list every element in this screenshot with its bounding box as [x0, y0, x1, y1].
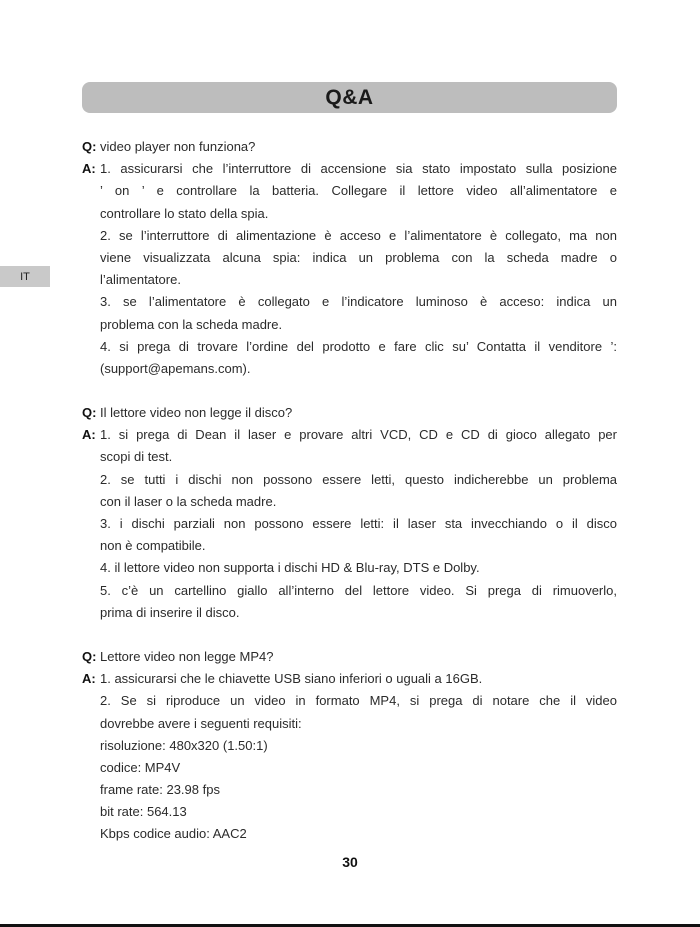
- qa-item: [82, 646, 617, 846]
- question-text: Il lettore video non legge il disco?: [100, 405, 293, 421]
- answer-line: [82, 424, 617, 446]
- answer-line: 2. se l’interruttore di alimentazione è acceso e l’alimentatore è collegato, ma non: [100, 227, 617, 243]
- answer-prefix: A:: [82, 161, 96, 177]
- answer-line: prima di inserire il disco.: [100, 604, 240, 620]
- answer-line: 2. se tutti i dischi non possono essere letti, questo indicherebbe un problema: [100, 471, 617, 487]
- question-text: Lettore video non legge MP4?: [100, 648, 274, 664]
- qa-item: [82, 136, 617, 380]
- answer-line: problema con la scheda madre.: [100, 316, 283, 332]
- answer-line: Kbps codice audio: AAC2: [100, 826, 247, 842]
- answer-line: 4. si prega di trovare l’ordine del prodotto e fare clic su’ Contatta il venditore ’:: [100, 338, 617, 354]
- qa-content: [82, 136, 617, 868]
- question-prefix: Q:: [82, 405, 97, 421]
- answer-line: viene visualizzata alcuna spia: indica un problema con la scheda madre o: [100, 249, 617, 265]
- answer-line: l’alimentatore.: [100, 272, 181, 288]
- page-number: 30: [342, 854, 358, 870]
- answer-text: 1. si prega di Dean il laser e provare altri VCD, CD e CD di gioco allegato per: [100, 427, 617, 443]
- answer-text: 1. assicurarsi che l’interruttore di accensione sia stato impostato sulla posizione: [100, 161, 617, 177]
- question-prefix: Q:: [82, 648, 97, 664]
- question-line: [82, 136, 617, 158]
- answer-prefix: A:: [82, 671, 96, 687]
- answer-prefix: A:: [82, 427, 96, 443]
- answer-line: [82, 158, 617, 180]
- answer-line: 5. c’è un cartellino giallo all’interno del lettore video. Si prega di rimuoverlo,: [100, 582, 617, 598]
- answer-line: dovrebbe avere i seguenti requisiti:: [100, 715, 302, 731]
- question-text: video player non funziona?: [100, 139, 256, 154]
- answer-line: [82, 668, 617, 690]
- language-tab: [0, 266, 50, 287]
- answer-line: frame rate: 23.98 fps: [100, 782, 220, 798]
- section-title: Q&A: [325, 85, 374, 109]
- answer-line: 2. Se si riproduce un video in formato MP4, si prega di notare che il video: [100, 693, 617, 709]
- answer-line: con il laser o la scheda madre.: [100, 493, 277, 509]
- answer-line: bit rate: 564.13: [100, 804, 187, 820]
- answer-line: 3. se l’alimentatore è collegato e l’indicatore luminoso è acceso: indica un: [100, 294, 617, 310]
- answer-line: 3. i dischi parziali non possono essere letti: il laser sta invecchiando o il disco: [100, 516, 617, 531]
- language-label: IT: [20, 270, 30, 283]
- answer-line: (support@apemans.com).: [100, 360, 251, 376]
- question-line: [82, 402, 617, 424]
- question-prefix: Q:: [82, 139, 97, 154]
- question-line: [82, 646, 617, 668]
- section-header-bar: [82, 82, 617, 113]
- answer-line: controllare lo stato della spia.: [100, 205, 269, 221]
- answer-line: risoluzione: 480x320 (1.50:1): [100, 737, 268, 753]
- answer-line: codice: MP4V: [100, 759, 181, 775]
- answer-line: scopi di test.: [100, 449, 173, 465]
- answer-line: ’ on ’ e controllare la batteria. Collegare il lettore video all’alimentatore e: [100, 183, 617, 199]
- qa-item: [82, 402, 617, 624]
- answer-line: non è compatibile.: [100, 538, 206, 554]
- answer-line: 4. il lettore video non supporta i dischi HD & Blu-ray, DTS e Dolby.: [100, 560, 480, 576]
- answer-text: 1. assicurarsi che le chiavette USB siano inferiori o uguali a 16GB.: [100, 671, 483, 687]
